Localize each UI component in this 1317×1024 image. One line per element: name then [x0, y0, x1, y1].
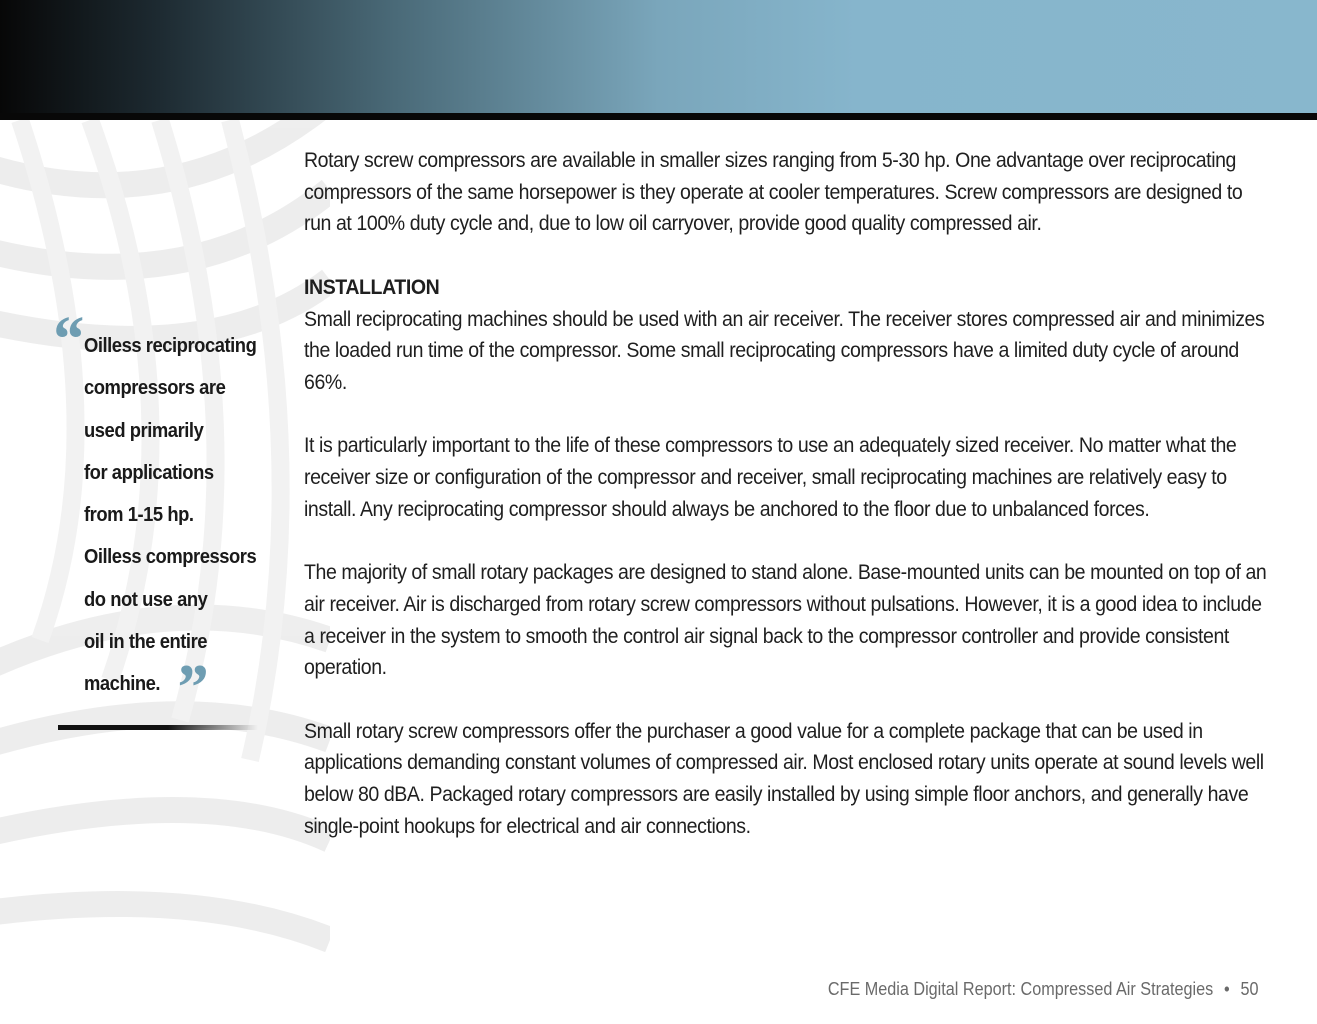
- pull-quote-line: for applications: [84, 461, 214, 484]
- section-heading: INSTALLATION: [304, 275, 440, 299]
- publication-title: CFE Media Digital Report: Compressed Air Strategies: [828, 979, 1214, 999]
- pull-quote-line: machine.: [84, 673, 161, 696]
- pull-quote-line: do not use any: [84, 588, 208, 611]
- pull-quote-line: Oilless reciprocating: [84, 335, 257, 357]
- article-paragraph: It is particularly important to the life of these compressors to use an adequately sized receiver. No matter what the receiver size or configuration of the compressor and receiver, small reciprocating machines are relatively easy to install. Any reciprocating compressor should always be anchored to the floor due to unbalanced forces.: [304, 434, 1237, 521]
- article-paragraph: Rotary screw compressors are available in smaller sizes ranging from 5-30 hp. One advantage over reciprocating compressors of the same horsepower is they operate at cooler temperatures. Screw compressors are designed to run at 100% duty cycle and, due to low oil carryover, provide good quality compressed air.: [304, 149, 1243, 236]
- pull-quote-line: from 1-15 hp.: [84, 504, 194, 527]
- close-quote-icon: ”: [174, 651, 207, 724]
- page-footer: [828, 979, 1259, 1000]
- article-paragraph: Small rotary screw compressors offer the purchaser a good value for a complete package that can be used in applications demanding constant volumes of compressed air. Most enclosed rotary units operate at sound levels well below 80 dBA. Packaged rotary compressors are easily installed by using simple floor anchors, and generally have single-point hookups for electrical and air connections.: [304, 719, 1264, 838]
- pull-quote-line: oil in the entire: [84, 631, 208, 654]
- article-paragraph: The majority of small rotary packages are designed to stand alone. Base-mounted units can be mounted on top of an air receiver. Air is discharged from rotary screw compressors without pulsations. However, it is a good idea to include a receiver in the system to smooth the control air signal back to the compressor controller and provide consistent operation.: [304, 561, 1267, 680]
- pull-quote-line: used primarily: [84, 419, 204, 442]
- header-banner: [0, 0, 1317, 113]
- page-number: 50: [1240, 979, 1259, 999]
- pull-quote-line: Oilless compressors: [84, 546, 257, 569]
- article-body: [304, 145, 1271, 874]
- bullet-separator: •: [1224, 979, 1231, 999]
- pull-quote-line: compressors are: [84, 377, 226, 400]
- header-divider: [0, 113, 1317, 120]
- pull-quote-divider: [58, 725, 258, 730]
- open-quote-icon: “: [50, 303, 83, 376]
- pull-quote-text: [84, 325, 305, 706]
- article-paragraph: Small reciprocating machines should be used with an air receiver. The receiver stores compressed air and minimizes the loaded run time of the compressor. Some small reciprocating compressors have a limited duty cycle of around 66%.: [304, 307, 1265, 394]
